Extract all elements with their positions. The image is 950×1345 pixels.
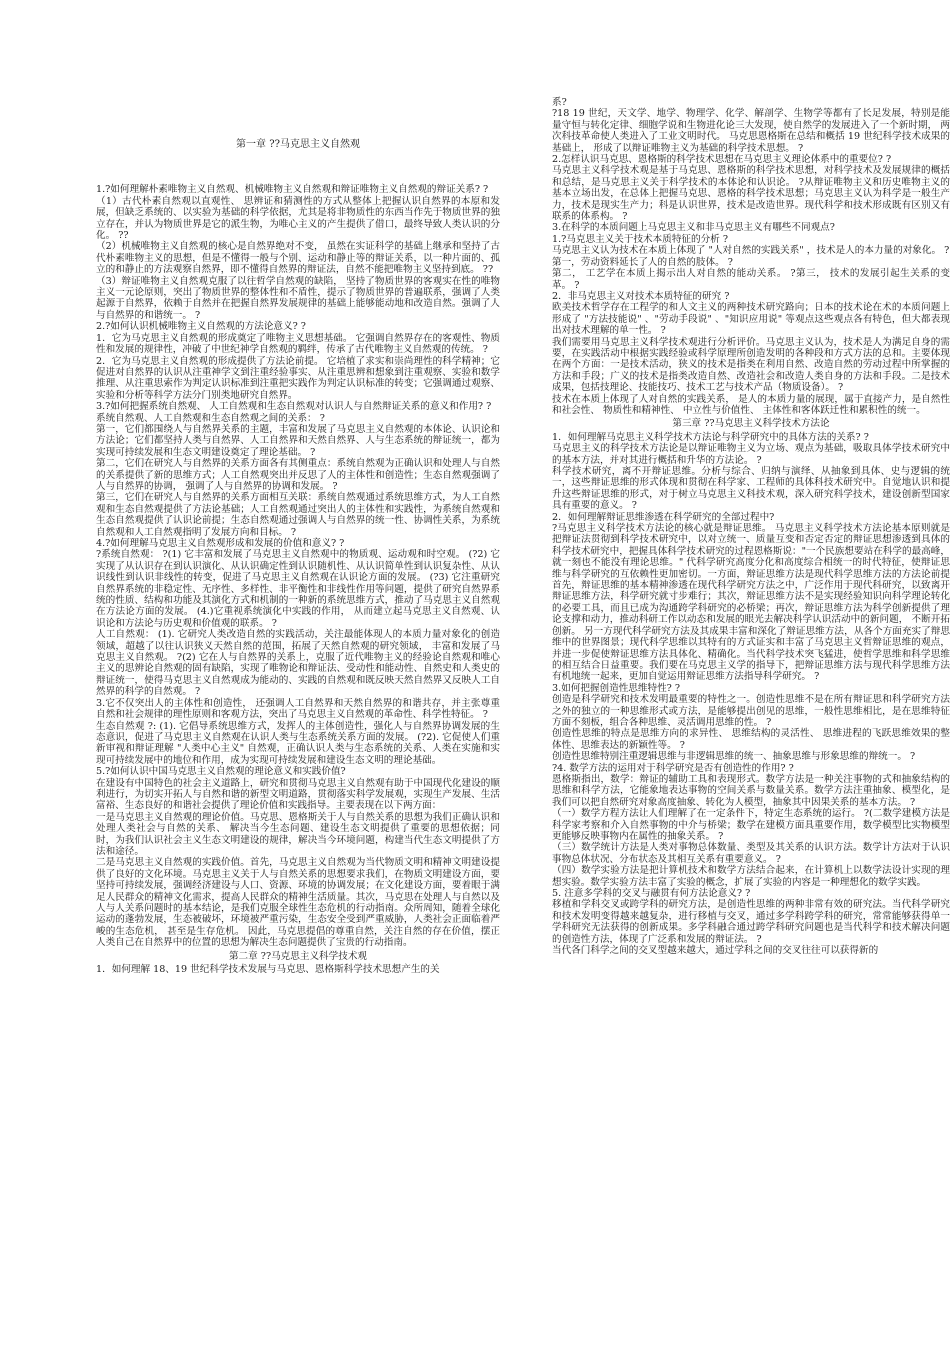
paragraph: ?马克思主义科学技术方法论的核心就是辩证思维。 马克思主义科学技术方法论基本原则就是把辩证法贯彻到科学技术研究中，以对立统一、质量互变和否定否定的辩证思想渗透到具体的科学技术研究中，把握具体科学技术研究的过程恩格斯说："一个民族想要站在科学的最高峰，就一刻也不能没有理论思维。" 代科学研究高度分化和高度综合相统一的时代特征，使辩证思维与科学研究的互依赖性更加密切。一方面，辩证思维方法是现代科学思维方法的方法论前提首先，辩证思维的基本精神渗透在现代科学研究方法之中，广泛作用于现代科研究，以致离开辩证思维方法，科学研究就寸步难行；其次，辩证思维方法不是实现经验知识向科学理论转化的必要工具，而且已成为沟通跨学科研究的必桥梁；再次，辩证思维方法为科学创新提供了理论支撑和动力，推动科研工作以动态和发展的眼光去解决科学认识活动中的新问题， 不断开拓创新。 另一方现代科学研究方法及其成果丰富和深化了辩证思维方法，从各个方面充实了辩思维中的世界图景；现代科学思维以其特有的方式证实和丰富了马克思主义哲辩证思维的观点，并进一步促使辩证思维方法具体化、精确化。当代科学技术突飞猛进，使哲学思维和科学思维的相互结合日益重要。我们要在马克思主义学的指导下，把辩证思维方法与现代科学思维方法有机地统一起来，更加自觉运用辩证思维方法指导科学研究。 ? [552, 523, 950, 683]
paragraph: 当代各门科学之间的交叉型越来越大，通过学科之间的交叉往往可以获得新的 [552, 945, 879, 957]
left-column [96, 135, 500, 975]
paragraph: （2）机械唯物主义自然观的核心是自然界绝对不变， 虽然在实证科学的基础上继承和坚持了古代朴素唯物主义的思想，但是不懂得一般与个别、运动和静止等的辩证关系，以一种片面的、孤立的和静止的方法观察自然界，即不懂得自然界的辩证法，自然不能把唯物主义坚持到底。 ?? [96, 241, 500, 276]
paragraph: 5. 注意多学科的交叉与融贯有何方法论意义? ? [552, 888, 751, 900]
paragraph: 4.?如何理解马克思主义自然观形成和发展的价值和意义? ? [96, 538, 345, 549]
paragraph: 恩格斯指出，数学：辩证的辅助工具和表现形式。数学方法是一种关注事物的式和抽象结构的思维和科学方法，它能象地表达事物的空间关系与数量关系。数学方法注重抽象、模型化，是我们可以把自然研究对象高度抽象、转化为人模型，抽象其中因果关系的基本方法。 ? [552, 773, 950, 808]
paragraph: （四）数学实验方法是把计算机技术和数学方法结合起来，在计算机上以数学法设计实现的理想实验。数学实验方法丰富了实验的概念，扩展了实验的内容是一种理想化的数学实践。 [552, 865, 950, 888]
paragraph: （三）数学统计方法是人类对事物总体数量、类型及其关系的认识方法。数学计方法对于认识事物总体状况、分布状态及其相互关系有重要意义。 ? [552, 842, 950, 865]
paragraph: 人工自然观： (1). 它研究人类改造自然的实践活动，关注最能体现人的本质力量对象化的创造领域，超越了以往认识狭义天然自然的范围，拓展了天然自然观的研究领域， 丰富和发展了马克思主义自然观。 ?(2) 它在人与自然界的关系上，克服了近代唯物主义的经验论自然观和唯心主义的思辨论自然观的固有缺陷，实现了唯物论和辩证法、受动性和能动性、自然史和人类史的辩证统一，使得马克思主义自然观成为能动的、实践的自然观和既反映天然自然界又反映人工自然界的科学的自然观。 ? [96, 629, 500, 698]
paragraph: 移植和学科交叉或跨学科的研究方法，是创造性思维的两种非常有效的研究法。当代科学研究和技术发明变得越来越复杂，进行移植与交叉，通过多学科跨学科的研究，常常能够获得单一学科研究无法获得的创新成果。多学科融合通过跨学科研究问题也是当代科学和技术解决问题的创造性方法，体现了广泛系和发展的辩证法。 ? [552, 899, 950, 945]
paragraph: 3.如何把握创造性思维特性? ? [552, 682, 681, 694]
paragraph: （3）辩证唯物主义自然观克服了以往哲学自然观的缺陷， 坚持了物质世界的客观实在性的唯物主义一元论原则，突出了物质世界的整体性和不盾性，提示了物质世界的普遍联系，强调了人类起源于自然界，依赖于自然并在把握自然界发展规律的基础上能够能动地和改造自然。强调了人与自然界的和谐统一。 ? [96, 275, 500, 321]
paragraph: 欧美技术哲学存在工程学的和人文主义的两种技术研究路向；日本的技术论在术的本质问题上形成了 "方法技能说" 、"劳动手段说" 、"知识应用说" 等观点这些观点各有特色，但大都表现出对技术理解的单一性。 ? [552, 302, 950, 337]
paragraph: 马克思主义的科学技术方法论是以辩证唯物主义为立场、观点为基础，吸取具体学技术研究中的基本方法，并对其进行概括和升华的方法论。 ? [552, 443, 950, 466]
paragraph: 我们需要用马克思主义科学技术观进行分析评价。马克思主义认为，技术是人为满足自身的需要，在实践活动中根据实践经验或科学原理所创造发明的各种段和方式方法的总和。主要体现在两个方面：一是技术活动，狭义的技术是指类在利用自然、改造自然的劳动过程中所掌握的方法和手段；广义的技术是指类改造自然、改造社会和改造人类自身的方法和手段。二是技术成果，包括技理论、技能技巧、技术工艺与技术产品（物质设备）。 ? [552, 336, 950, 394]
chapter-heading: 第二章 ??马克思主义科学技术观 [228, 950, 368, 962]
paragraph: 2．它为马克思主义自然观的形成提供了方法论前提。 它培植了求实和崇尚理性的科学精神；它促进对自然界的认识从注重神学文到注重经验事实、从注重思辨和想象到注重观察、实验和数学推理、从注重思索作为判定认识标准到注重把实践作为判定认识标准的转变；它强调通过观察、实验和分析等科学方法分门别类地研究自然界。 [96, 355, 500, 401]
paragraph: 系? [552, 97, 567, 108]
paragraph: （一）数学方程方法让人们理解了在一定条件下，特定生态系统的运行。 ?(二数学建模方法是科学家考察和介入自然事物的中介与桥梁；数学在建模方面具重要作用，数学模型比实物模型更能够反映事物内在属性的抽象关系。 ? [552, 808, 950, 842]
paragraph: 2.?如何认识机械唯物主义自然观的方法论意义? ? [96, 321, 306, 333]
chapter-heading: 第三章 ??马克思主义科学技术方法论 [672, 418, 830, 430]
paragraph: 1．如何理解马克思主义科学技术方法论与科学研究中的具体方法的关系? ? [552, 431, 869, 443]
paragraph: 1．如何理解 18、19 世纪科学技术发展与马克思、恩格斯科学技术思想产生的关 [96, 964, 440, 976]
paragraph: 1.?如何理解朴素唯物主义自然观、机械唯物主义自然观和辩证唯物主义自然观的辩证关系? ? [96, 184, 489, 196]
paragraph: 2．非马克思主义对技术本质特征的研究 ? [552, 290, 730, 302]
paragraph: 第三，它们在研究人与自然界的关系方面相互关联：系统自然观通过系统思维方式，为人工自然观和生态自然观提供了方法论基础；人工自然观通过突出人的主体性和实践性，为系统自然观和生态自然观提供了认识论前提；生态自然观通过强调人与自然界的统一性、协调性关系，为系统自然观和人工自然观指明了发展方向和目标。 ? [96, 492, 500, 538]
paragraph: 创造是科学研究和技术发明最重要的特性之一。创造性思维不是在所有辩证思和科学研究方法之外的独立的一种思维形式或方法，是能够提出创见的思维，一般性思维相比，是在思维特征方面不刻板，组合各种思维、灵活调用思维的性。 ? [552, 694, 950, 728]
right-column [552, 97, 950, 956]
paragraph: 2．如何理解辩证思维渗透在科学研究的全部过程中? [552, 511, 775, 523]
paragraph: 一是马克思主义自然观的理论价值。马克思、恩格斯关于人与自然关系的思想为我们正确认识和处理人类社会与自然的关系、 解决当今生态问题、建设生态文明提供了重要的思想依据；同时，为我们认识社会主义生态文明建设的规律，解决当今环境问题，构建当代生态文明提供了方法和途径。 [96, 811, 500, 857]
paragraph: 生态自然观 ?: (1). 它倡导系统思维方式，发挥人的主体创造性，强化人与自然界协调发展的生态意识，促进了马克思主义自然观在认识人类与生态系统关系方面的发展。 (?2). 它促使人们重新审视和辩证理解 "人类中心主义" 自然观，正确认识人类与生态系统的关系、人类在实施和实现可持续发展中的地位和作用，成为实现可持续发展和建设生态文明的理论基础。 [96, 720, 500, 766]
paragraph: 第一，劳动资料延长了人的自然的肢体。 ? [552, 256, 733, 268]
paragraph: 第二，它们在研究人与自然界的关系方面各有其侧重点：系统自然观为正确认识和处理人与自然的关系提供了新的思维方式；人工自然观突出并反思了人的主体性和创造性；生态自然观强调了人与自然界的协调， 强调了人与自然界的协调和发展。 ? [96, 458, 500, 492]
paragraph: ?4. 数学方法的运用对于科学研究是否有创造性的作用? ? [552, 762, 794, 774]
paragraph: 创造性思维特别注重逻辑思维与非逻辑思维的统一、抽象思维与形象思维的辩统一。 ? [552, 751, 916, 763]
paragraph: 3.?如何把握系统自然观、 人工自然观和生态自然观对认识人与自然辩证关系的意义和作用? ? [96, 401, 492, 413]
paragraph: 马克思主义科学技术观是基于马克思、恩格斯的科学技术思想，对科学技术及发展规律的概括和总结，是马克思主义关于科学技术的本体论和认识论。 ?从辩证唯物主义和历史唯物主义的基本立场出发，在总体上把握马克思、恩格的科学技术思想；马克思主义认为科学是一般生产力，技术是现实生产力；科是认识世界，技术是改造世界。现代科学和技术形成既有区别又有联系的体系构。 ? [552, 165, 950, 223]
paragraph: 马克思主义认为技术在本质上体现了 "人对自然的实践关系" ，技术是人的本力量的对象化。 ? [552, 245, 950, 257]
paragraph: 第二， 工艺学在本质上揭示出人对自然的能动关系。 ?第三， 技术的发展引起生关系的变革。 ? [552, 268, 950, 291]
paragraph: 2.怎样认识马克思、恩格斯的科学技术思想在马克思主义理论体系中的重要位? ? [552, 154, 892, 166]
paragraph: 5.?如何认识中国马克思主义自然观的理论意义和实践价值? [96, 766, 346, 778]
paragraph: 技术在本质上体现了人对自然的实践关系， 是人的本质力量的展现，属于直接产力，是自然性和社会性、 物质性和精神性、 中立性与价值性、 主体性和客体跃迁性和累积性的统一。 [552, 393, 950, 416]
paragraph: 科学技术研究，离不开辩证思维。分析与综合、归纳与演绎、从抽象到具体、史与逻辑的统一，这些辩证思维的形式体现和贯彻在科学家、工程师的具体科技术研究中。自觉地认识和提升这些辩证思维的形式，对于树立马克思主义科技术观，深入研究科学技术，建设创新型国家具有重要的意义。 ? [552, 466, 950, 512]
paragraph: 二是马克思主义自然观的实践价值。首先，马克思主义自然观为当代物质文明和精神文明建设提供了良好的文化环境。马克思主义关于人与自然关系的思想要求我们，在物质文明建设方面，要坚持可持续发展，强调经济建设与人口、资源、环境的协调发展；在文化建设方面，要着眼于满足人民群众的精神文化需求，提高人民群众的精神生活质量。其次，马克思在处理人与自然以及人与人关系问题时的基本结论，是我们克服全球性生态危机的行动指南。众所周知，随着全球化运动的蓬勃发展，生态被破坏，环境被严重污染，生态安全受到严重威胁，人类社会正面临着严峻的生态危机， 甚至是生存危机。 因此，马克思提倡的尊重自然，关注自然的存在价值，摆正人类自己在自然界中的位置的思想为解决生态问题提供了宝贵的行动指南。 [96, 857, 500, 949]
paragraph: 系统自然观、人工自然观和生态自然观之间的关系： ? [96, 412, 325, 424]
chapter-heading: 第一章 ??马克思主义自然观 [236, 139, 360, 150]
paragraph: 1．它为马克思主义自然观的形成奠定了唯物主义思想基础。 它强调自然界存在的客观性、物质性和发展的规律性，冲破了中世纪神学自然观的羁绊，传承了古代唯物主义自然观的传统。 ? [96, 332, 500, 356]
paragraph: 第一，它们都围绕人与自然界关系的主题，丰富和发展了马克思主义自然观的本体论、认识论和方法论；它们都坚持人类与自然界、人工自然界和天然自然界、人与生态系统的辩证统一，都为实现可持续发展和生态文明建设奠定了理论基础。 ? [96, 423, 500, 458]
paragraph: 在建设有中国特色的社会主义道路上，研究和贯彻马克思主义自然观有助于中国现代化建设的顺利进行，为切实开拓人与自然和谐的新型文明道路，贯彻落实科学发展观，实现生产发展、生活富裕、生态良好的和谐社会提供了理论价值和实践指导。主要表现在以下两方面： [96, 777, 500, 812]
paragraph: 创造性思维的特点是思维方向的求异性、 思维结构的灵活性、 思维进程的飞跃思维效果的整体性、思维表达的新颖性等。 ? [552, 728, 950, 751]
paragraph: ?系统自然观： ?(1) 它丰富和发展了马克思主义自然观中的物质观、运动观和时空观。 (?2) 它实现了从认识存在到认识演化、从认识确定性到认识随机性、从认识简单性到认识复杂性、从认识线性到认识非线性的转变，促进了马克思主义自然观在认识论方面的发展。 (?3) 它注重研究自然界系统的非稳定性、无序性、多样性、非平衡性和非线性作用等问题，提供了研究自然界系统的性质、结构和功能及其演化方式和机制的一种新的系统思维方式，推动了马克思主义自然观在方法论方面的发展。 (4.)它重视系统演化中实践的作用， 从而建立起马克思主义自然观、认识论和方法论与历史观和价值观的联系。 ? [96, 549, 500, 629]
paragraph: 3.它不仅突出人的主体性和创造性， 还强调人工自然界和天然自然界的和谐共存，并主张尊重自然和社会规律的理性原则和客观方法，突出了马克思主义自然观的革命性、科学性特征。 ? [96, 697, 500, 721]
paragraph: （1）古代朴素自然观以直观性、 思辨证和猜测性的方式从整体上把握认识自然界的本原和发展，但缺乏系统的、以实验为基础的科学依据，尤其是将非物质性的东西当作先于物质世界的独立存在，并认为物质世界是它的派生物，为唯心主义的产生提供了借口，最终导致人类认识的分化。 ?? [96, 195, 500, 242]
paragraph: ?18 19 世纪，天文学、地学、物理学、化学、解剖学、生物学等都有了长足发展，特别是能量守恒与转化定律、细胞学说和生物进化论三大发现，使自然学的发展进入了一个新时期， 两次科技革命使人类进入了工业文明时代。 马克思恩格斯在总结和概括 19 世纪科学技术成果的基础上， 形成了以辩证唯物主义为基础的科学技术思想。 ? [552, 108, 950, 154]
paragraph: 1.?马克思主义关于技术本质特征的分析 ? [552, 233, 728, 245]
paragraph: 3.在科学的本质问题上马克思主义和非马克思主义有哪些不同观点? [552, 222, 835, 234]
